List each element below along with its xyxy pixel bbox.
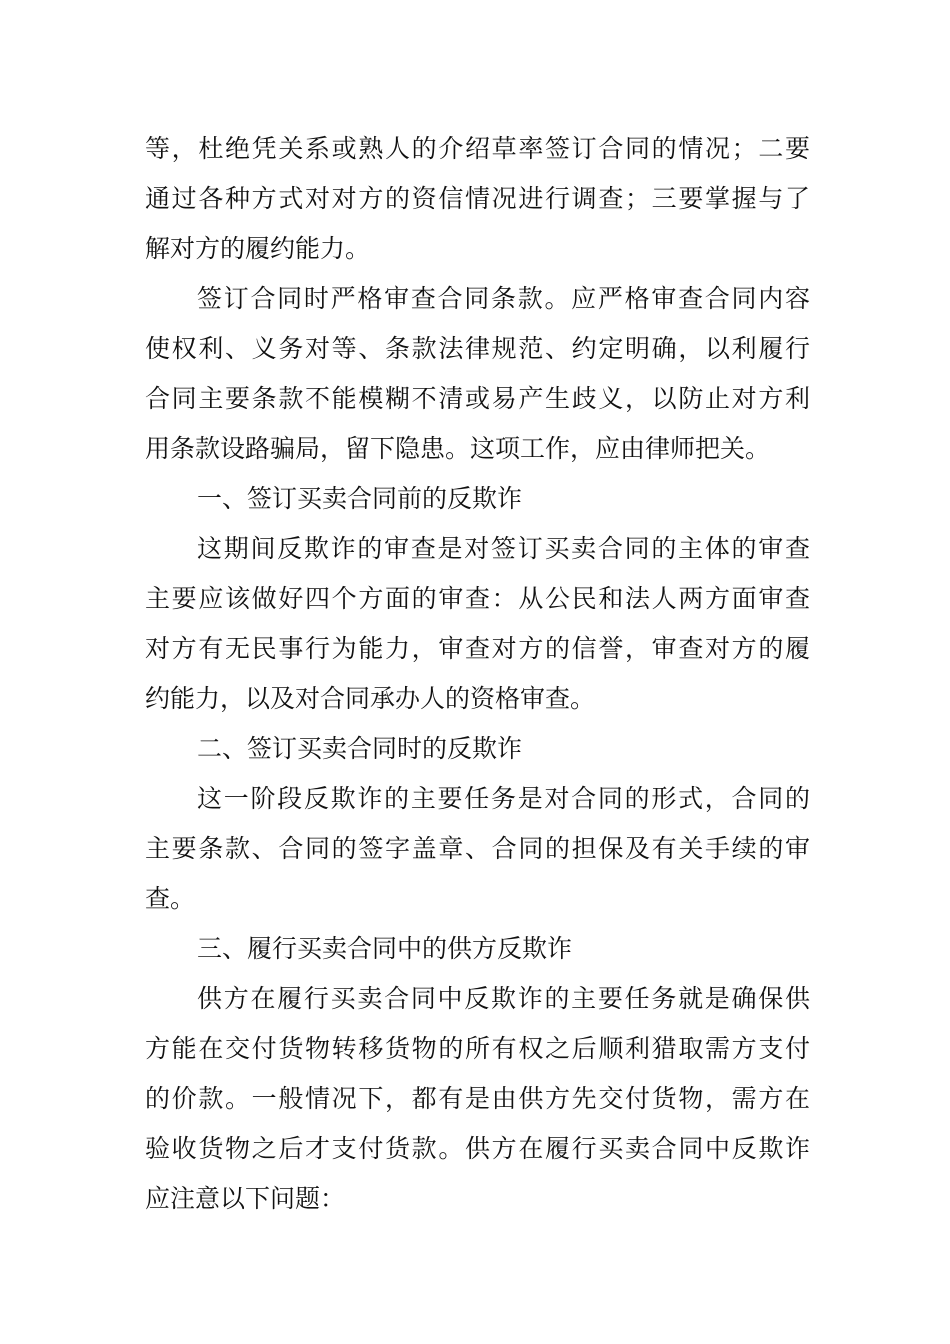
text-line: 应注意以下问题： (145, 1184, 346, 1213)
section-heading: 一、签订买卖合同前的反欺诈 (197, 484, 523, 513)
text-line: 通过各种方式对对方的资信情况进行调查；三要掌握与了 (145, 184, 810, 213)
text-line: 主要条款、合同的签字盖章、合同的担保及有关手续的审 (145, 834, 810, 863)
text-line: 查。 (145, 884, 196, 913)
text-line: 用条款设路骗局，留下隐患。这项工作，应由律师把关。 (145, 434, 771, 463)
text-line: 方能在交付货物转移货物的所有权之后顺利猎取需方支付 (145, 1034, 810, 1063)
paragraph-first-line: 这一阶段反欺诈的主要任务是对合同的形式，合同的 (197, 784, 810, 813)
section-heading: 二、签订买卖合同时的反欺诈 (197, 734, 523, 763)
text-line: 合同主要条款不能模糊不清或易产生歧义，以防止对方利 (145, 384, 810, 413)
text-line: 主要应该做好四个方面的审查：从公民和法人两方面审查 (145, 584, 810, 613)
text-line: 解对方的履约能力。 (145, 234, 371, 263)
paragraph-first-line: 签订合同时严格审查合同条款。应严格审查合同内容 (197, 284, 810, 313)
text-line: 对方有无民事行为能力，审查对方的信誉，审查对方的履 (145, 634, 810, 663)
text-line: 使权利、义务对等、条款法律规范、约定明确，以利履行 (145, 334, 810, 363)
text-line: 等，杜绝凭关系或熟人的介绍草率签订合同的情况；二要 (145, 134, 810, 163)
text-line: 的价款。一般情况下，都有是由供方先交付货物，需方在 (145, 1084, 810, 1113)
section-heading: 三、履行买卖合同中的供方反欺诈 (197, 934, 573, 963)
text-line: 验收货物之后才支付货款。供方在履行买卖合同中反欺诈 (145, 1134, 810, 1163)
paragraph-first-line: 供方在履行买卖合同中反欺诈的主要任务就是确保供 (197, 984, 810, 1013)
paragraph-first-line: 这期间反欺诈的审查是对签订买卖合同的主体的审查 (197, 534, 810, 563)
text-line: 约能力，以及对合同承办人的资格审查。 (145, 684, 596, 713)
